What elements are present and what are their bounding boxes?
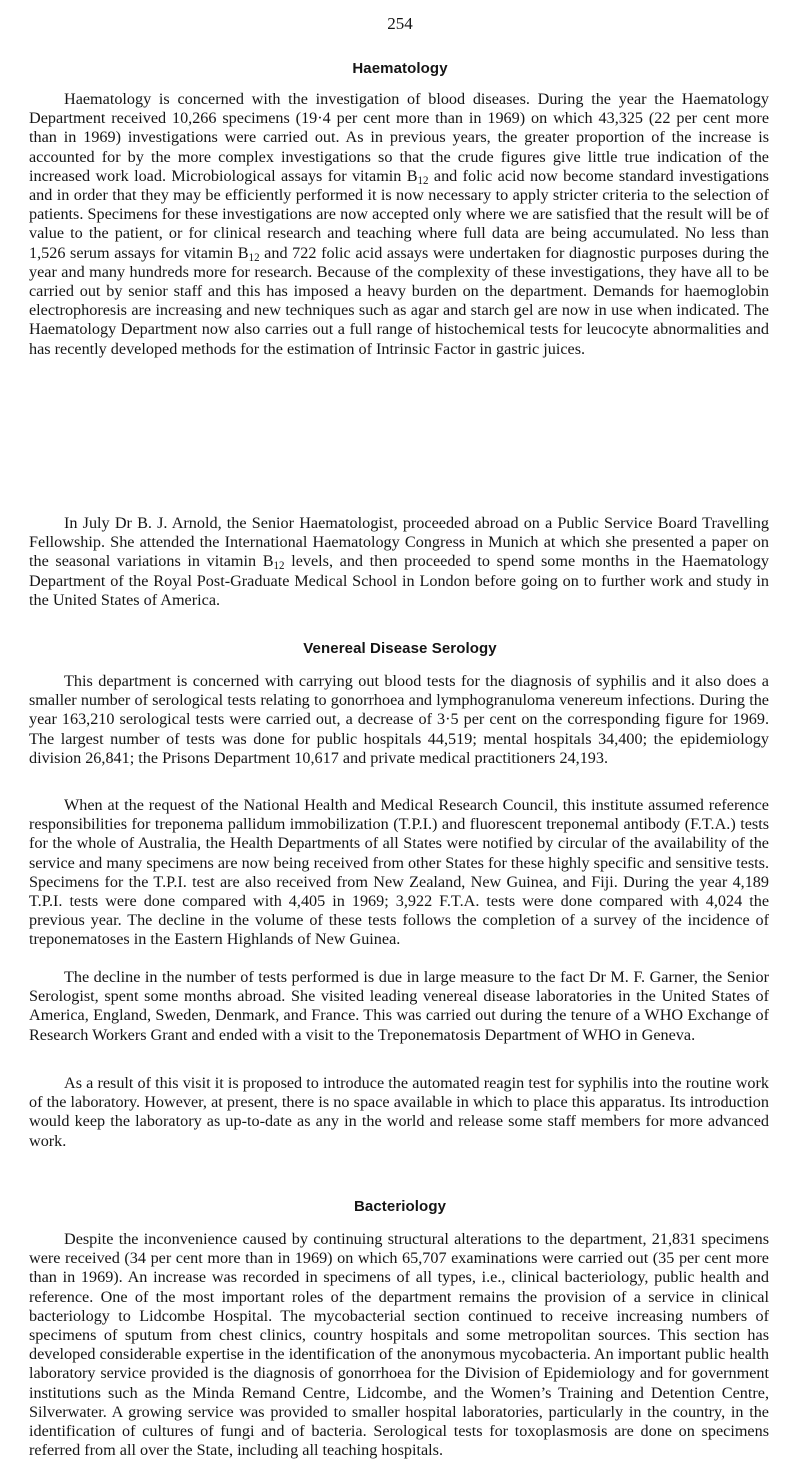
vd-serology-paragraph-1: This department is concerned with carrying out blood tests for the diagnosis of syphilis and it also does a smaller number of serological tests relating to gonorrhoea and lymphogranuloma venereum infections. During the year 163,210 serological tests were carried out, a decrease of 3·5 per cent on the corresponding figure for 1969. The largest number of tests was done for public hospitals 44,519; mental hospitals 34,400; the epidemiology division 26,841; the Prisons Department 10,617 and private medical practitioners 24,193. — [29, 672, 769, 767]
haematology-paragraph-2: In July Dr B. J. Arnold, the Senior Haematologist, proceeded abroad on a Public Service Board Travelling Fellowship. She attended the International Haematology Congress in Munich at which she presented a paper on the seasonal variations in vitamin $B_{12}$ levels, and then proceeded to spend some months in the Haematology Department of the Royal Post-Graduate Medical School in London before going on to further work and study in the United States of America. — [29, 514, 769, 609]
section-heading-venereal-disease-serology: Venereal Disease Serology — [303, 640, 497, 657]
page-number: 254 — [387, 14, 413, 33]
vd-serology-paragraph-3: The decline in the number of tests performed is due in large measure to the fact Dr M. F. Garner, the Senior Serologist, spent some months abroad. She visited leading venereal disease laboratories in the United States of America, England, Sweden, Denmark, and France. This was carried out during the tenure of a WHO Exchange of Research Workers Grant and ended with a visit to the Treponematosis Department of WHO in Geneva. — [29, 968, 769, 1044]
haematology-paragraph-1: Haematology is concerned with the investigation of blood diseases. During the year the Haematology Department received 10,266 specimens (19·4 per cent more than in 1969) on which 43,325 (22 per cent more than in 1969) investigations were carried out. As in previous years, the greater proportion of the increase is accounted for by the more complex investigations so that the crude figures give little true indication of the increased work load. Microbiological assays for vitamin $B_{12}$ and folic acid now become standard investigations and in order that they may be efficiently performed it is now necessary to apply stricter criteria to the selection of patients. Specimens for these investigations are now accepted only where we are satisfied that the result will be of value to the patient, or for clinical research and teaching where full data are being accumulated. No less than 1,526 serum assays for vitamin $B_{12}$ and 722 folic acid assays were undertaken for diagnostic purposes during the year and many hundreds more for research. Because of the complexity of these investigations, they have all to be carried out by senior staff and this has imposed a heavy burden on the department. Demands for haemoglobin electrophoresis are increasing and new techniques such as agar and starch gel are now in use when indicated. The Haematology Department now also carries out a full range of histochemical tests for leucocyte abnormalities and has recently developed methods for the estimation of Intrinsic Factor in gastric juices. — [29, 90, 769, 358]
section-heading-bacteriology: Bacteriology — [353, 1198, 447, 1215]
vd-serology-paragraph-2: When at the request of the National Health and Medical Research Council, this institute assumed reference responsibilities for treponema pallidum immobilization (T.P.I.) and fluorescent treponemal antibody (F.T.A.) tests for the whole of Australia, the Health Departments of all States were notified by circular of the availability of the service and many specimens are now being received from other States for these highly specific and sensitive tests. Specimens for the T.P.I. test are also received from New Zealand, New Guinea, and Fiji. During the year 4,189 T.P.I. tests were done compared with 4,405 in 1969; 3,922 F.T.A. tests were done compared with 4,024 the previous year. The decline in the volume of these tests follows the completion of a survey of the incidence of treponematoses in the Eastern Highlands of New Guinea. — [29, 796, 769, 949]
vd-serology-paragraph-4: As a result of this visit it is proposed to introduce the automated reagin test for syphilis into the routine work of the laboratory. However, at present, there is no space available in which to place this apparatus. Its introduction would keep the laboratory as up-to-date as any in the world and release some staff members for more advanced work. — [29, 1074, 769, 1150]
bacteriology-paragraph-1: Despite the inconvenience caused by continuing structural alterations to the department, 21,831 specimens were received (34 per cent more than in 1969) on which 65,707 examinations were carried out (35 per cent more than in 1969). An increase was recorded in specimens of all types, i.e., clinical bacteriology, public health and reference. One of the most important roles of the department remains the provision of a service in clinical bacteriology to Lidcombe Hospital. The mycobacterial section continued to receive increasing numbers of specimens of sputum from chest clinics, country hospitals and some metropolitan sources. This section has developed considerable expertise in the identification of the anonymous mycobacteria. An important public health laboratory service provided is the diagnosis of gonorrhoea for the Division of Epidemiology and for government institutions such as the Minda Remand Centre, Lidcombe, and the Women’s Training and Detention Centre, Silverwater. A growing service was provided to smaller hospital laboratories, particularly in the country, in the identification of cultures of fungi and of bacteria. Serological tests for toxoplasmosis are done on specimens referred from all over the State, including all teaching hospitals. — [29, 1230, 769, 1460]
section-heading-haematology: Haematology — [352, 60, 448, 77]
